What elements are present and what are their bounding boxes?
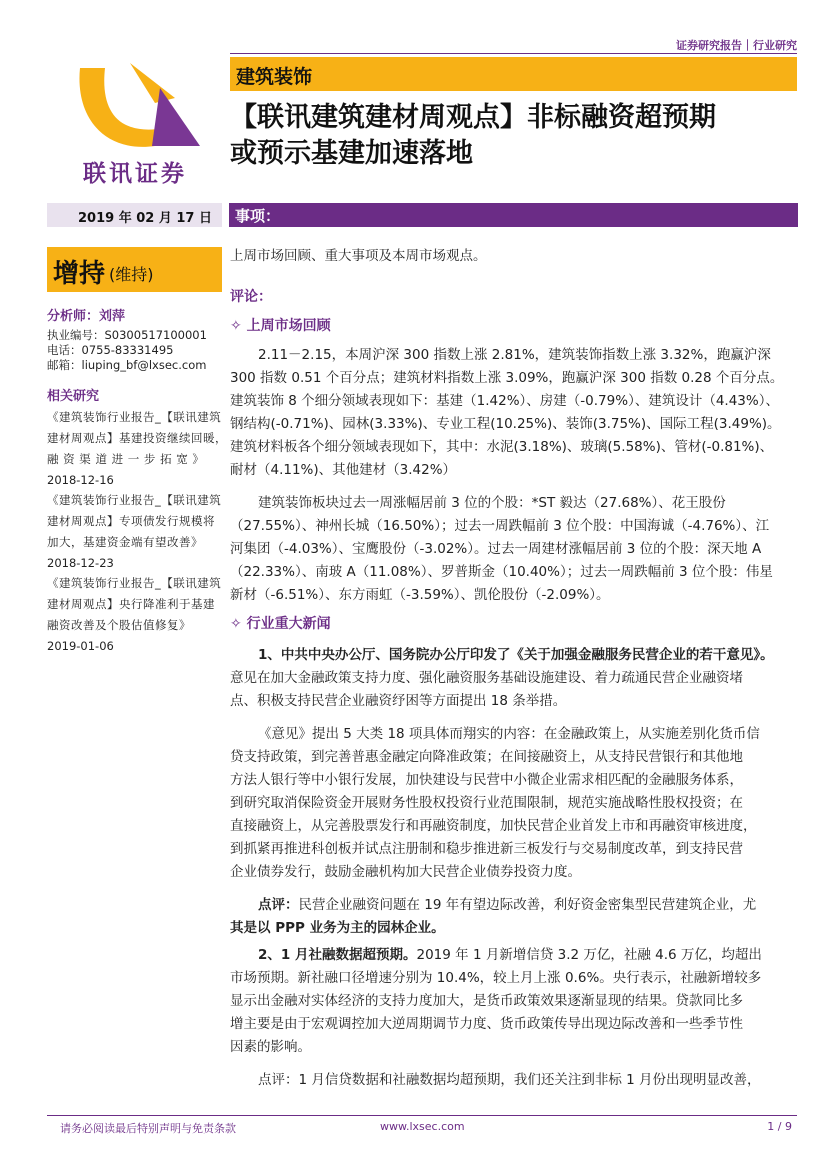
sector-name: 建筑装饰 <box>236 66 313 88</box>
related-date: 2019-01-06 <box>47 639 114 653</box>
text-line: 建筑材料板各个细分领域表现如下，其中：水泥(3.18%)、玻璃(5.58%)、管材(-0.81%)、 <box>230 439 774 455</box>
text-line: 市场预期。新社融口径增速分别为 10.4%，较上月上涨 0.6%。央行表示，社融新增较多 <box>230 970 762 986</box>
text-line: 300 指数 0.51 个百分点；建筑材料指数上涨 3.09%，跑赢沪深 300 指数 0.28 个百分点。 <box>230 370 784 386</box>
related-date: 2018-12-16 <box>47 473 114 487</box>
related-date: 2018-12-23 <box>47 556 114 570</box>
rating-main: 增持 <box>53 259 106 289</box>
text-line: 2.11－2.15，本周沪深 300 指数上涨 2.81%，建筑装饰指数上涨 3.32%，跑赢沪深 <box>258 347 771 363</box>
event-bar <box>229 203 798 227</box>
related-item[interactable] <box>47 407 227 490</box>
text-line: 到研究取消保险资金开展财务性股权投资行业范围限制，规范实施战略性股权投资；在 <box>230 795 743 811</box>
news-headline: 1、中共中央办公厅、国务院办公厅印发了《关于加强金融服务民营企业的若干意见》。 <box>258 647 774 663</box>
section-market-review: ✧ 上周市场回顾 <box>230 318 331 334</box>
disclaimer-link[interactable]: 请务必阅读最后特别声明与免责条款 <box>60 1122 236 1135</box>
title-line-1: 【联讯建筑建材周观点】非标融资超预期 <box>230 102 716 133</box>
header-rule <box>230 53 797 54</box>
page-number: 1 / 9 <box>767 1120 792 1133</box>
related-line: 《建筑装饰行业报告_【联讯建筑 <box>47 576 222 590</box>
sector-banner <box>230 57 797 91</box>
related-title: 相关研究 <box>47 389 100 404</box>
news-headline: 2、1 月社融数据超预期。 <box>258 947 417 963</box>
text-line: 到抓紧再推进科创板并试点注册制和稳步推进新三板发行与交易制度改革，到支持民营 <box>230 841 743 857</box>
title-line-2: 或预示基建加速落地 <box>230 138 473 169</box>
related-line: 建材周观点】央行降准利于基建 <box>47 597 215 611</box>
website-link[interactable]: www.lxsec.com <box>380 1120 465 1133</box>
related-line: 《建筑装饰行业报告_【联讯建筑 <box>47 493 222 507</box>
related-line: 建材周观点】专项债发行规模将 <box>47 514 215 528</box>
text-line: 河集团（-4.03%）、宝鹰股份（-3.02%）。过去一周建材涨幅居前 3 位的个股：深天地 A <box>230 541 762 557</box>
analyst-info <box>47 305 227 373</box>
footer-rule <box>47 1115 797 1116</box>
text-line: 《意见》提出 5 大类 18 项具体而翔实的内容：在金融政策上，从实施差别化货币信 <box>258 726 760 742</box>
section-industry-news: ✧ 行业重大新闻 <box>230 616 331 632</box>
related-line: 《建筑装饰行业报告_【联讯建筑 <box>47 410 222 424</box>
text-line: （22.33%）、南玻 A（11.08%）、罗普斯金（10.40%）；过去一周跌幅前 3 位个股：伟星 <box>230 564 773 580</box>
related-item[interactable] <box>47 490 227 573</box>
related-research <box>47 385 227 656</box>
report-date: 2019 年 02 月 17 日 <box>78 211 212 226</box>
report-type-tag: 证券研究报告｜行业研究 <box>676 39 797 52</box>
phone: 电话：0755-83331495 <box>47 343 174 357</box>
text-line: 耐材（4.11%)、其他建材（3.42%） <box>230 462 457 478</box>
email: 邮箱：liuping_bf@lxsec.com <box>47 358 207 372</box>
text-line: 意见在加大金融政策支持力度、强化融资服务基础设施建设、着力疏通民营企业融资堵 <box>230 670 743 686</box>
news-1-detail <box>230 723 798 884</box>
main-content <box>230 245 798 1092</box>
text-line: 增主要是由于宏观调控加大逆周期调节力度、货币政策传导出现边际改善和一些季节性 <box>230 1016 743 1032</box>
event-label: 事项： <box>235 207 281 225</box>
text-line: 企业债券发行，鼓励金融机构加大民营企业债券投资力度。 <box>230 864 581 880</box>
comment-label-bold: 点评： <box>258 897 299 913</box>
rating-sub: (维持) <box>109 265 154 284</box>
news-1 <box>230 644 798 713</box>
market-review-paragraph-1 <box>230 344 798 482</box>
news-2 <box>230 944 798 1059</box>
text-line: 建筑装饰板块过去一周涨幅居前 3 位的个股：*ST 毅达（27.68%）、花王股份 <box>258 495 726 511</box>
text-line: 直接融资上，从完善股票发行和再融资制度，加快民营企业首发上市和再融资审核进度， <box>230 818 757 834</box>
market-review-paragraph-2 <box>230 492 798 607</box>
text-line: 建筑装饰 8 个细分领域表现如下：基建（1.42%）、房建（-0.79%）、建筑设计（4.43%）、 <box>230 393 779 409</box>
text-line: 显示出金融对实体经济的支持力度加大，是货币政策效果逐渐显现的结果。贷款同比多 <box>230 993 743 1009</box>
text-line: 因素的影响。 <box>230 1039 311 1055</box>
logo-text: 联讯证券 <box>83 161 187 187</box>
text-line: 方法人银行等中小银行发展，加快建设与民营中小微企业需求相匹配的金融服务体系， <box>230 772 743 788</box>
analyst-name: 分析师：刘萍 <box>47 309 126 324</box>
date-bar <box>47 203 222 227</box>
license-number: 执业编号：S0300517100001 <box>47 328 207 342</box>
text-line: 其是以 PPP 业务为主的园林企业。 <box>230 920 445 936</box>
report-title <box>230 100 800 172</box>
comment-label: 评论： <box>230 289 272 305</box>
comment-2: 点评：1 月信贷数据和社融数据均超预期，我们还关注到非标 1 月份出现明显改善， <box>258 1072 761 1088</box>
text-line: 钢结构(-0.71%)、园林(3.33%)、专业工程(10.25%)、装饰(3.75%)、国际工程(3.49%)。 <box>230 416 781 432</box>
comment-1 <box>230 894 798 940</box>
text-line: 贷支持政策，到完善普惠金融定向降准政策；在间接融资上，从支持民营银行和其他地 <box>230 749 743 765</box>
related-line: 融资改善及个股估值修复》 <box>47 618 191 632</box>
text-line: 2019 年 1 月新增信贷 3.2 万亿，社融 4.6 万亿，均超出 <box>416 947 762 963</box>
related-line: 融 资 渠 道 进 一 步 拓 宽 》 <box>47 452 205 466</box>
related-line: 加大，基建资金端有望改善》 <box>47 535 203 549</box>
text-line: 民营企业融资问题在 19 年有望边际改善，利好资金密集型民营建筑企业，尤 <box>298 897 757 913</box>
related-line: 建材周观点】基建投资继续回暖， <box>47 431 227 445</box>
text-line: 新材（-6.51%）、东方雨虹（-3.59%）、凯伦股份（-2.09%）。 <box>230 587 610 603</box>
related-item[interactable] <box>47 573 227 656</box>
text-line: （27.55%）、神州长城（16.50%）；过去一周跌幅前 3 位个股：中国海诚（-4.76%）、江 <box>230 518 770 534</box>
text-line: 点、积极支持民营企业融资纾困等方面提出 18 条举措。 <box>230 693 567 709</box>
rating-box <box>47 247 222 292</box>
event-text: 上周市场回顾、重大事项及本周市场观点。 <box>230 248 487 264</box>
